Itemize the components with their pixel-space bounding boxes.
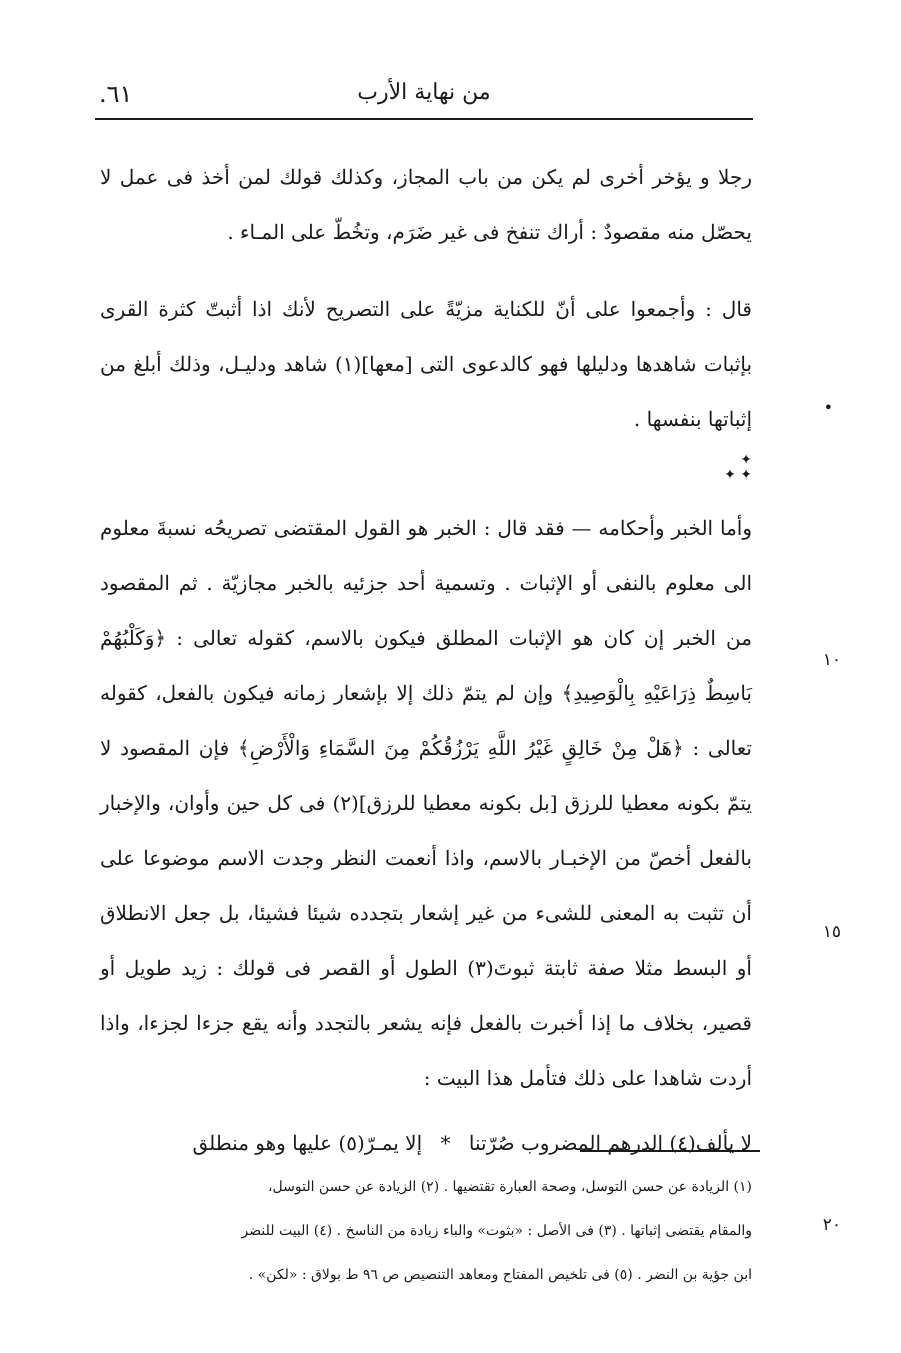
footnote-line-2: والمقام يقتضى إثباتها . (٣) فى الأصل : «بثوت» والباء زيادة من الناسخ . (٤) البيت للنضر	[241, 1223, 752, 1239]
section-ornament	[100, 447, 752, 501]
poem-verse	[100, 1116, 752, 1171]
footnote-line-1: (١) الزيادة عن حسن التوسل، وصحة العبارة تقتضيها . (٢) الزيادة عن حسن التوسل،	[268, 1179, 752, 1195]
ornament-star-icon: ✦	[740, 452, 752, 468]
verse-separator: *	[440, 1131, 451, 1155]
line-number-15: ١٥	[822, 922, 841, 942]
margin-bullet: •	[823, 398, 833, 417]
verse-hemistich-1: لا يألف(٤) الدرهم المضروب صُرّتنا	[468, 1131, 752, 1155]
ornament-star-icon: ✦ ✦	[724, 467, 752, 483]
body-text	[100, 150, 752, 1171]
page-number: ٦١.	[99, 80, 133, 108]
running-head	[95, 78, 753, 120]
line-number-20: ٢٠	[822, 1215, 841, 1235]
line-number-10: ١٠	[822, 650, 841, 670]
running-title: من نهاية الأرب	[357, 80, 491, 105]
footnotes	[100, 1165, 752, 1297]
verse-hemistich-2: إلا يمـرّ(٥) عليها وهو منطلق	[192, 1131, 423, 1155]
footnote-line-3: ابن جؤية بن النضر . (٥) فى تلخيص المفتاح ومعاهد التنصيص ص ٩٦ ط بولاق : «لكن» .	[248, 1267, 752, 1283]
paragraph-3: وأما الخبر وأحكامه — فقد قال : الخبر هو القول المقتضى تصريحُه نسبةَ معلوم الى معلوم بالنفى أو الإثبات . وتسمية أحد جزئيه بالخبر مجازيّة . ثم المقصود من الخبر إن كان هو الإثبات المطلق فيكون بالاسم، كقوله تعالى : ﴿وَكَلْبُهُمْ بَاسِطٌ ذِرَاعَيْهِ بِالْوَصِيدِ﴾ وإن لم يتمّ ذلك إلا بإشعار زمانه فيكون بالفعل، كقوله تعالى : ﴿هَلْ مِنْ خَالِقٍ غَيْرُ اللَّهِ يَرْزُقُكُمْ مِنَ السَّمَاءِ وَالْأَرْضِ﴾ فإن المقصود لا يتمّ بكونه معطيا للرزق [بل بكونه معطيا للرزق](٢) فى كل حين وأوان، والإخبار بالفعل أخصّ من الإخبـار بالاسم، واذا أنعمت النظر وجدت الاسم موضوعا على أن تثبت به المعنى للشىء من غير إشعار بتجدده شيئا فشيئا، بل جعل الانطلاق أو البسط مثلا صفة ثابتة ثبوتَ(٣) الطول أو القصر فى قولك : زيد طويل أو قصير، بخلاف ما إذا أخبرت بالفعل فإنه يشعر بالتجدد وأنه يقع جزءا لجزءا، واذا أردت شاهدا على ذلك فتأمل هذا البيت :	[100, 516, 752, 1090]
footnote-rule	[580, 1150, 760, 1152]
paragraph-2: قال : وأجمعوا على أنّ للكناية مزيّةً على التصريح لأنك اذا أثبتّ كثرة القرى بإثبات شاهدها ودليلها فهو كالدعوى التى [معها](١) شاهد ودليـل، وذلك أبلغ من إثباتها بنفسها .	[100, 297, 753, 431]
paragraph-1: رجلا و يؤخر أخرى لم يكن من باب المجاز، وكذلك قولك لمن أخذ فى عمل لا يحصّل منه مقصودٌ : أراك تنفخ فى غير ضَرَم، وتخُطّ على المـاء .	[100, 165, 752, 244]
